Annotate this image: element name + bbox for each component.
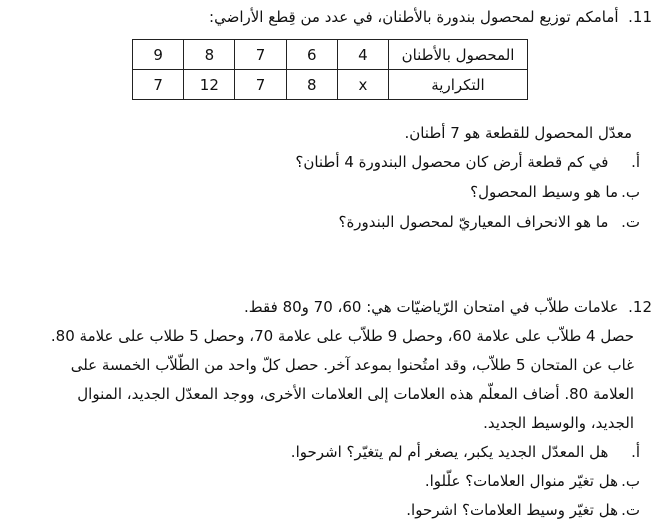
- table-cell: 8: [184, 40, 235, 70]
- q12-paragraph-line: حصل 4 طلاّب على علامة 60، وحصل 9 طلاّب على علامة 70، وحصل 5 طلاب على علامة 80.: [50, 327, 634, 345]
- q12-paragraph-line: غاب عن المتحان 5 طلاّب، وقد امتُحنوا بموعد آخر. حصل كلّ واحد من الطّلاّب الخمسة على: [70, 356, 634, 374]
- q12-item-a: أ. هل المعدّل الجديد يكبر، يصغر أم لم يتغيّر؟ اشرحوا.: [290, 443, 640, 461]
- q11-item-a: أ. في كم قطعة أرض كان محصول البندورة 4 أطنان؟: [295, 153, 640, 171]
- table-cell: 7: [235, 40, 286, 70]
- table-cell: 4: [337, 40, 388, 70]
- q12-item-t: ت.هل تغيّر وسيط العلامات؟ اشرحوا.: [406, 501, 640, 519]
- table-cell: 6: [286, 40, 337, 70]
- q12-intro-text: علامات طلاّب في امتحان الرّياضيّات هي: 60، 70 و80 فقط.: [244, 298, 619, 316]
- table-row: [133, 70, 528, 100]
- table-cell: 9: [133, 40, 184, 70]
- table-cell: 8: [286, 70, 337, 100]
- q12-paragraph-line: الجديد، والوسيط الجديد.: [483, 414, 634, 432]
- table-cell: 7: [133, 70, 184, 100]
- q11-item-b: ب.ما هو وسيط المحصول؟: [470, 183, 640, 201]
- q11-intro: [209, 7, 652, 27]
- q12-intro: [244, 297, 652, 317]
- row-header-yield: المحصول بالأطنان: [389, 40, 528, 70]
- q11-intro-text: أمامكم توزيع لمحصول بندورة بالأطنان، في عدد من قِطع الأراضي:: [209, 8, 619, 26]
- table-cell: 7: [235, 70, 286, 100]
- distribution-table: [132, 39, 528, 100]
- table-cell: x: [337, 70, 388, 100]
- q12-number: 12.: [628, 298, 652, 316]
- row-header-frequency: التكرارية: [389, 70, 528, 100]
- q11-number: 11.: [628, 8, 652, 26]
- table-cell: 12: [184, 70, 235, 100]
- q11-mean-statement: معدّل المحصول للقطعة هو 7 أطنان.: [404, 124, 632, 142]
- q12-item-b: ب.هل تغيّر منوال العلامات؟ علّلوا.: [424, 472, 640, 490]
- table-row: [133, 40, 528, 70]
- q11-item-t: ت. ما هو الانحراف المعياريّ لمحصول البندورة؟: [338, 213, 640, 231]
- q12-paragraph-line: العلامة 80. أضاف المعلّم هذه العلامات إلى العلامات الأخرى، ووجد المعدّل الجديد، المنوال: [77, 385, 634, 403]
